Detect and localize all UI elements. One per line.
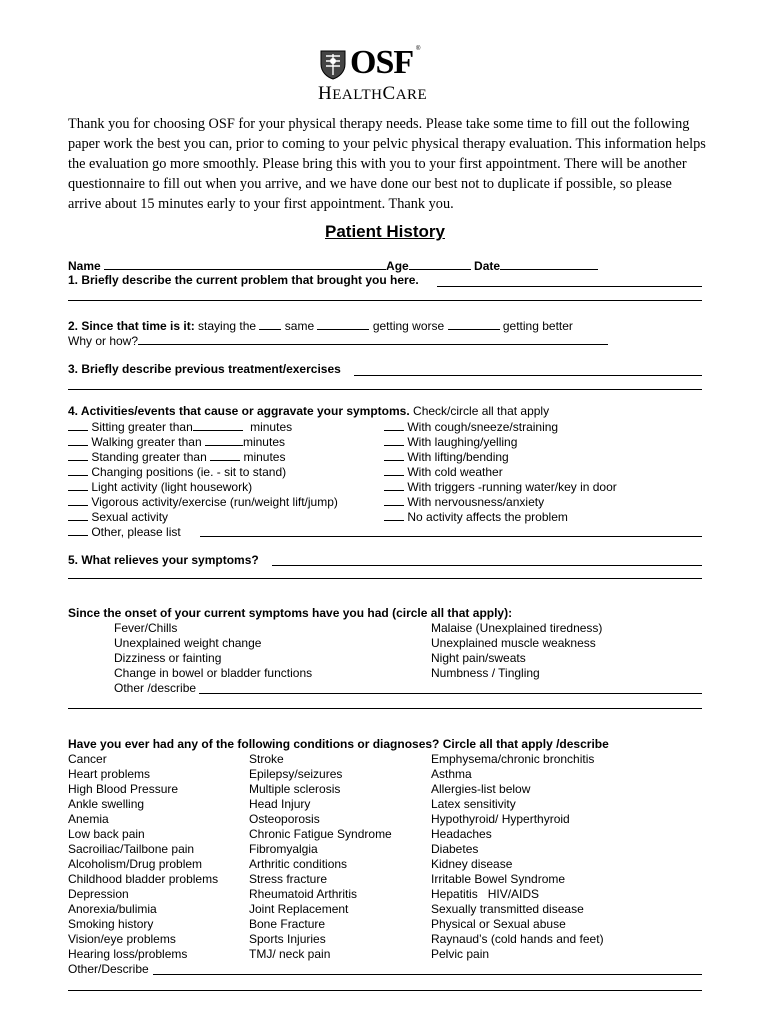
condition-item[interactable]: Epilepsy/seizures [249,767,343,781]
condition-item[interactable]: Hearing loss/problems [68,947,188,961]
q4-item-label: With nervousness/anxiety [407,495,545,509]
q4-right-item [384,419,558,435]
q4-left-item [68,494,338,510]
condition-item[interactable]: Hypothyroid/ Hyperthyroid [431,812,570,826]
onset-heading: Since the onset of your current symptoms have you had (circle all that apply): [68,606,513,620]
age-label: Age [386,259,409,273]
q2-better: getting better [502,319,573,333]
condition-item[interactable]: Allergies-list below [431,782,531,796]
condition-item[interactable]: Multiple sclerosis [249,782,341,796]
q4-left-item [68,434,285,450]
onset-item[interactable]: Malaise (Unexplained tiredness) [431,621,603,635]
question-2 [68,318,573,334]
q4-other-line[interactable] [200,536,702,537]
age-field[interactable] [409,258,471,270]
q4-lead: 4. Activities/events that cause or aggravate your symptoms. [68,404,410,418]
q4-item-label: Walking greater than [91,435,202,449]
q4-item-label: With cold weather [407,465,503,479]
q4-item-label: Other, please list [91,525,181,539]
checkbox-blank[interactable] [384,449,404,461]
condition-item[interactable]: Physical or Sexual abuse [431,917,566,931]
checkbox-blank[interactable] [384,419,404,431]
condition-item[interactable]: Vision/eye problems [68,932,176,946]
condition-item[interactable]: Smoking history [68,917,154,931]
q4-tail: Check/circle all that apply [413,404,550,418]
condition-item[interactable]: Stroke [249,752,284,766]
condition-item[interactable]: Depression [68,887,129,901]
condition-item[interactable]: Chronic Fatigue Syndrome [249,827,392,841]
condition-item[interactable]: Sacroiliac/Tailbone pain [68,842,195,856]
q4-left-item [68,464,286,480]
name-field[interactable] [104,258,386,270]
question-3: 3. Briefly describe previous treatment/exercises [68,362,341,376]
checkbox-blank[interactable] [68,449,88,461]
q4-item-label: Standing greater than [91,450,207,464]
date-label: Date [474,259,501,273]
minutes-label: minutes [242,435,285,449]
q4-item-label: Changing positions (ie. - sit to stand) [91,465,287,479]
condition-item[interactable]: Bone Fracture [249,917,326,931]
q4-left-item [68,524,181,540]
condition-item[interactable]: Stress fracture [249,872,328,886]
condition-item[interactable]: Joint Replacement [249,902,349,916]
condition-item[interactable]: Headaches [431,827,492,841]
q3-answer-line-1[interactable] [354,375,702,376]
q2-same-blank[interactable] [317,318,369,330]
q4-right-item [384,464,503,480]
checkbox-blank[interactable] [68,434,88,446]
q4-left-item [68,509,168,525]
q4-right-item [384,449,509,465]
conditions-heading: Have you ever had any of the following conditions or diagnoses? Circle all that apply /describe [68,737,609,751]
conditions-answer-line[interactable] [68,990,702,991]
condition-item[interactable]: Asthma [431,767,472,781]
condition-item[interactable]: Alcoholism/Drug problem [68,857,203,871]
q1-answer-line-1[interactable] [437,286,702,287]
condition-item[interactable]: Low back pain [68,827,145,841]
condition-item[interactable]: Anorexia/bulimia [68,902,157,916]
question-4 [68,404,549,419]
checkbox-blank[interactable] [384,494,404,506]
onset-other-label: Other /describe [114,681,197,695]
condition-item[interactable]: Irritable Bowel Syndrome [431,872,566,886]
checkbox-blank[interactable] [68,419,88,431]
condition-item[interactable]: Emphysema/chronic bronchitis [431,752,595,766]
name-label: Name [68,259,101,273]
q4-item-label: Sitting greater than [91,420,193,434]
onset-item[interactable]: Unexplained muscle weakness [431,636,596,650]
page-title: Patient History [325,222,445,241]
condition-item[interactable]: Heart problems [68,767,151,781]
q4-item-label: With triggers -running water/key in door [407,480,617,494]
q4-item-label: Light activity (light housework) [91,480,253,494]
logo-brand: OSF [350,44,414,81]
q3-answer-line-2[interactable] [68,389,702,390]
minutes-label: minutes [250,420,293,434]
checkbox-blank[interactable] [68,479,88,491]
condition-item[interactable]: Hepatitis HIV/AIDS [431,887,540,901]
checkbox-blank[interactable] [384,479,404,491]
condition-item[interactable]: Kidney disease [431,857,513,871]
onset-item[interactable]: Change in bowel or bladder functions [114,666,313,680]
q5-answer-line-2[interactable] [68,578,702,579]
condition-item[interactable]: Latex sensitivity [431,797,516,811]
minutes-blank[interactable] [193,419,243,431]
conditions-other-line[interactable] [153,974,702,975]
q4-right-item [384,434,517,450]
intro-paragraph: Thank you for choosing OSF for your physical therapy needs. Please take some time to fill out the following paper work the best you can, prior to coming to your pelvic physical therapy evaluation. This information helps the evaluation go more smoothly. Please bring this with you to your first appointment. There will be another questionnaire to fill out when you arrive, and we have done our best not to duplicate if possible, so please arrive about 15 minutes early to your first appointment. Thank you. [68,116,706,212]
condition-item[interactable]: Ankle swelling [68,797,145,811]
q4-item-label: With lifting/bending [407,450,509,464]
onset-item[interactable]: Numbness / Tingling [431,666,540,680]
condition-item[interactable]: Rheumatoid Arthritis [249,887,358,901]
q4-item-label: No activity affects the problem [407,510,568,524]
q4-left-item [68,449,285,465]
onset-item[interactable]: Dizziness or fainting [114,651,222,665]
q2-why-label: Why or how? [68,334,139,348]
q1-answer-line-2[interactable] [68,300,702,301]
q2-lead: 2. Since that time is it: [68,319,195,333]
q4-left-item [68,419,292,435]
minutes-label: minutes [243,450,286,464]
condition-item[interactable]: Sports Injuries [249,932,326,946]
q2-same: same [284,319,315,333]
checkbox-blank[interactable] [384,464,404,476]
onset-answer-line[interactable] [68,708,702,709]
checkbox-blank[interactable] [68,494,88,506]
q4-item-label: Vigorous activity/exercise (run/weight lift/jump) [91,495,338,509]
condition-item[interactable]: Osteoporosis [249,812,320,826]
condition-item[interactable]: Head Injury [249,797,311,811]
condition-item[interactable]: Raynaud’s (cold hands and feet) [431,932,604,946]
q2-staying: staying the [198,319,257,333]
condition-item[interactable]: Pelvic pain [431,947,490,961]
q2-staying-blank[interactable] [259,318,281,330]
q2-worse-blank[interactable] [448,318,500,330]
question-5: 5. What relieves your symptoms? [68,553,259,567]
checkbox-blank[interactable] [68,524,88,536]
condition-item[interactable]: TMJ/ neck pain [249,947,331,961]
q4-item-label: Sexual activity [91,510,169,524]
condition-item[interactable]: High Blood Pressure [68,782,179,796]
q2-why-field[interactable] [138,333,608,345]
crest-icon [318,48,348,80]
q4-right-item [384,494,544,510]
condition-item[interactable]: Fibromyalgia [249,842,318,856]
condition-item[interactable]: Anemia [68,812,109,826]
onset-other-line[interactable] [199,693,702,694]
q4-right-item [384,509,568,525]
q2-why-row [68,333,608,349]
condition-item[interactable]: Arthritic conditions [249,857,348,871]
condition-item[interactable]: Childhood bladder problems [68,872,219,886]
minutes-blank[interactable] [210,449,240,461]
osf-healthcare-logo [318,44,428,104]
q5-answer-line-1[interactable] [272,565,702,566]
q4-item-label: With cough/sneeze/straining [407,420,559,434]
registered-mark: ® [416,46,421,52]
logo-subtitle: HEALTHCARE [318,83,428,104]
onset-item[interactable]: Fever/Chills [114,621,178,635]
checkbox-blank[interactable] [68,464,88,476]
checkbox-blank[interactable] [384,509,404,521]
name-age-date-row [68,258,598,274]
question-1: 1. Briefly describe the current problem that brought you here. [68,273,419,287]
conditions-other-label: Other/Describe [68,962,149,976]
q2-worse: getting worse [372,319,445,333]
minutes-blank[interactable] [205,434,243,446]
onset-item[interactable]: Unexplained weight change [114,636,262,650]
date-field[interactable] [500,258,598,270]
onset-item[interactable]: Night pain/sweats [431,651,526,665]
q4-item-label: With laughing/yelling [407,435,518,449]
q4-right-item [384,479,617,495]
q4-left-item [68,479,252,495]
checkbox-blank[interactable] [68,509,88,521]
condition-item[interactable]: Cancer [68,752,107,766]
checkbox-blank[interactable] [384,434,404,446]
condition-item[interactable]: Sexually transmitted disease [431,902,584,916]
condition-item[interactable]: Diabetes [431,842,479,856]
